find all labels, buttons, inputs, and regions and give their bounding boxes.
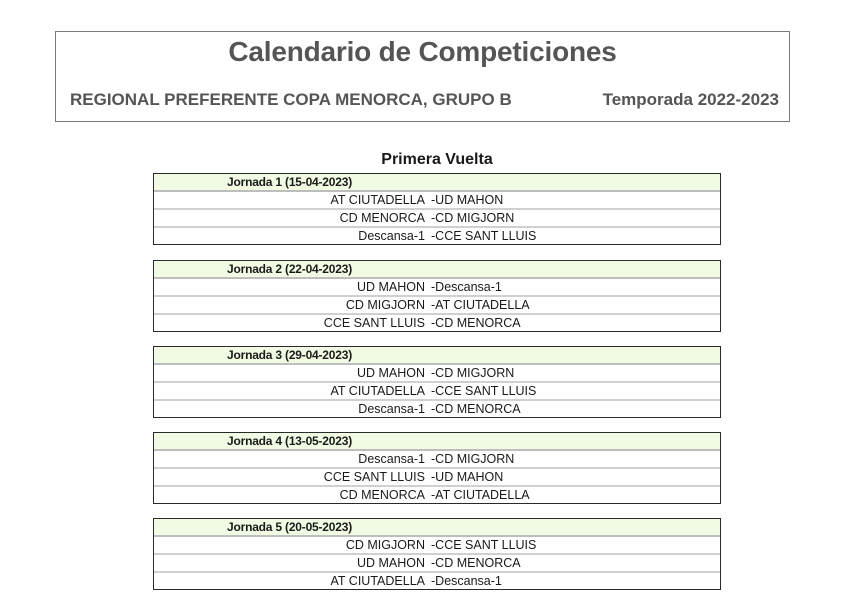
home-team: CD MIGJORN [345,538,425,552]
away-team: -AT CIUTADELLA [431,488,530,502]
away-team: -CD MIGJORN [431,211,515,225]
season-label: Temporada 2022-2023 [602,90,779,109]
home-team: UD MAHON [356,280,425,294]
away-team: -UD MAHON [431,193,504,207]
round-header: Jornada 3 (29-04-2023) [154,347,720,365]
match-row [154,537,720,555]
match-row [154,315,720,331]
round-table [153,432,721,504]
away-team: -UD MAHON [431,470,504,484]
home-team: CCE SANT LLUIS [323,470,425,484]
home-team: UD MAHON [356,366,425,380]
home-team: AT CIUTADELLA [330,574,425,588]
away-team: -Descansa-1 [431,574,502,588]
match-row [154,192,720,210]
home-team: AT CIUTADELLA [330,193,425,207]
document-header [55,31,790,122]
home-team: UD MAHON [356,556,425,570]
home-team: CD MIGJORN [345,298,425,312]
away-team: -CD MIGJORN [431,366,515,380]
away-team: -CD MENORCA [431,556,521,570]
match-row [154,228,720,244]
match-row [154,451,720,469]
match-row [154,555,720,573]
away-team: -CD MENORCA [431,402,521,416]
match-row [154,383,720,401]
away-team: -Descansa-1 [431,280,502,294]
home-team: CD MENORCA [339,211,425,225]
round-header: Jornada 5 (20-05-2023) [154,519,720,537]
home-team: Descansa-1 [358,452,425,466]
home-team: CD MENORCA [339,488,425,502]
match-row [154,210,720,228]
match-row [154,401,720,417]
match-row [154,469,720,487]
home-team: CCE SANT LLUIS [323,316,425,330]
away-team: -CCE SANT LLUIS [431,538,537,552]
competition-name: REGIONAL PREFERENTE COPA MENORCA, GRUPO B [70,90,512,109]
away-team: -CCE SANT LLUIS [431,229,537,243]
match-row [154,297,720,315]
home-team: Descansa-1 [358,229,425,243]
away-team: -CCE SANT LLUIS [431,384,537,398]
match-row [154,279,720,297]
round-header: Jornada 4 (13-05-2023) [154,433,720,451]
home-team: AT CIUTADELLA [330,384,425,398]
match-row [154,487,720,503]
round-table [153,260,721,332]
home-team: Descansa-1 [358,402,425,416]
match-row [154,573,720,589]
document-title: Calendario de Competiciones [228,36,617,67]
round-table [153,173,721,245]
round-header: Jornada 2 (22-04-2023) [154,261,720,279]
section-title: Primera Vuelta [381,151,493,168]
round-table [153,518,721,590]
away-team: -CD MENORCA [431,316,521,330]
round-header: Jornada 1 (15-04-2023) [154,174,720,192]
away-team: -AT CIUTADELLA [431,298,530,312]
round-table [153,346,721,418]
away-team: -CD MIGJORN [431,452,515,466]
match-row [154,365,720,383]
